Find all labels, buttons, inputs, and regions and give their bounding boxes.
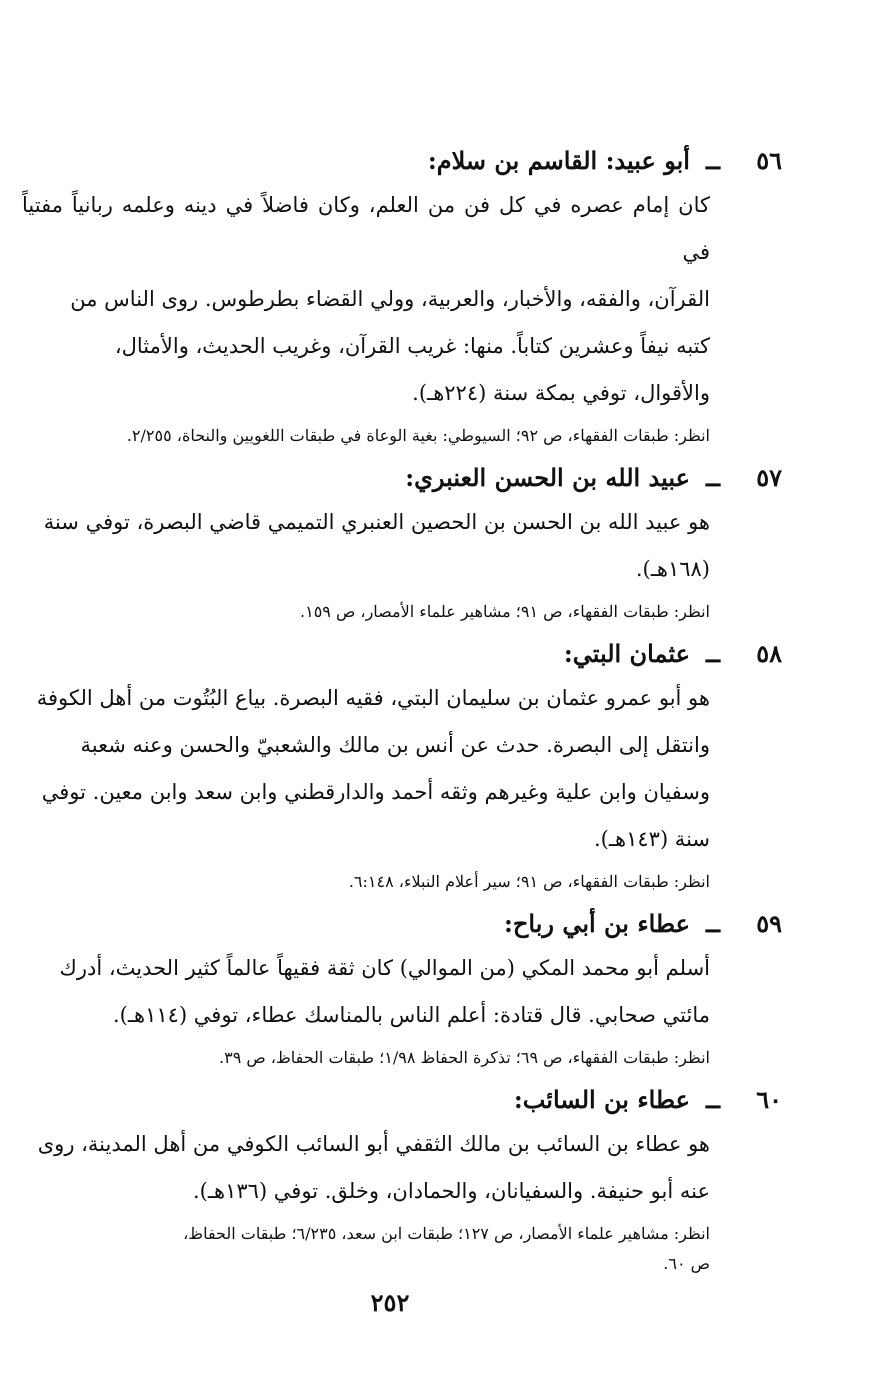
entry-body [22, 499, 710, 593]
entry-reference [22, 1043, 710, 1073]
entry-body-line: القرآن، والفقه، والأخبار، والعربية، وولي القضاء بطرطوس. روى الناس من [70, 287, 710, 311]
reference-line: ص ٦٠. [663, 1254, 710, 1273]
entry-body [22, 945, 710, 1039]
entry-heading [22, 457, 782, 499]
entry-dash: ــ [705, 909, 720, 938]
entry-body-line: سنة (١٤٣هـ). [593, 827, 710, 851]
biography-entry [22, 140, 782, 451]
entry-reference [22, 867, 710, 897]
entry-heading [22, 140, 782, 182]
entry-heading [22, 1079, 782, 1121]
entry-heading [22, 903, 782, 945]
entry-body-line: كان إمام عصره في كل فن من العلم، وكان فاضلاً في دينه وعلمه ربانياً مفتياً في [22, 193, 710, 264]
biography-entry [22, 633, 782, 897]
reference-line: انظر: طبقات الفقهاء، ص ٦٩؛ تذكرة الحفاظ ١/٩٨؛ طبقات الحفاظ، ص ٣٩. [219, 1048, 710, 1067]
entry-body-line: مائتي صحابي. قال قتادة: أعلم الناس بالمناسك عطاء، توفي (١١٤هـ). [112, 1003, 710, 1027]
entry-title: عطاء بن السائب: [513, 1085, 690, 1114]
entry-body-line: والأقوال، توفي بمكة سنة (٢٢٤هـ). [412, 381, 710, 405]
document-page [22, 140, 782, 1285]
entry-body-line: وانتقل إلى البصرة. حدث عن أنس بن مالك والشعبيّ والحسن وعنه شعبة [80, 733, 710, 757]
entry-body-line: هو عبيد الله بن الحسن بن الحصين العنبري التميمي قاضي البصرة، توفي سنة [43, 510, 710, 534]
reference-line: انظر: طبقات الفقهاء، ص ٩٢؛ السيوطي: بغية الوعاة في طبقات اللغويين والنحاة، ٢/٢٥٥. [126, 426, 710, 445]
page-number: ٢٥٢ [370, 1288, 410, 1317]
entry-body-line: عنه أبو حنيفة. والسفيانان، والحمادان، وخلق. توفي (١٣٦هـ). [192, 1179, 710, 1203]
biography-entry [22, 1079, 782, 1279]
reference-line: انظر: طبقات الفقهاء، ص ٩١؛ سير أعلام النبلاء، ٦:١٤٨. [348, 872, 710, 891]
entry-dash: ــ [705, 639, 720, 668]
entry-body-line: كتبه نيفاً وعشرين كتاباً. منها: غريب القرآن، وغريب الحديث، والأمثال، [114, 334, 710, 358]
entry-number: ٥٨ [756, 639, 782, 668]
entry-reference [22, 1219, 710, 1279]
entry-body [22, 182, 710, 417]
entry-heading [22, 633, 782, 675]
entry-title: عطاء بن أبي رباح: [504, 909, 690, 938]
entry-body [22, 1121, 710, 1215]
biography-entry [22, 903, 782, 1073]
entry-dash: ــ [705, 1085, 720, 1114]
reference-line: انظر: طبقات الفقهاء، ص ٩١؛ مشاهير علماء الأمصار، ص ١٥٩. [300, 602, 710, 621]
biography-entry [22, 457, 782, 627]
entry-body-line: هو عطاء بن السائب بن مالك الثقفي أبو السائب الكوفي من أهل المدينة، روى [37, 1132, 710, 1156]
entry-dash: ــ [705, 463, 720, 492]
entry-number: ٥٦ [756, 146, 782, 175]
reference-line: انظر: مشاهير علماء الأمصار، ص ١٢٧؛ طبقات ابن سعد، ٦/٢٣٥؛ طبقات الحفاظ، [183, 1224, 710, 1243]
entry-number: ٦٠ [756, 1085, 782, 1114]
entry-dash: ــ [705, 146, 720, 175]
entry-body [22, 675, 710, 863]
entry-body-line: هو أبو عمرو عثمان بن سليمان البتي، فقيه البصرة. بياع البُتُوت من أهل الكوفة [36, 686, 710, 710]
entry-body-line: أسلم أبو محمد المكي (من الموالي) كان ثقة فقيهاً عالماً كثير الحديث، أدرك [59, 956, 710, 980]
entry-title: عبيد الله بن الحسن العنبري: [405, 463, 690, 492]
entry-reference [22, 421, 710, 451]
entry-title: أبو عبيد: القاسم بن سلام: [427, 146, 690, 175]
entry-reference [22, 597, 710, 627]
entry-body-line: (١٦٨هـ). [635, 557, 710, 581]
entry-number: ٥٩ [756, 909, 782, 938]
entry-body-line: وسفيان وابن علية وغيرهم وثقه أحمد والدارقطني وابن سعد وابن معين. توفي [41, 780, 710, 804]
entry-number: ٥٧ [756, 463, 782, 492]
entry-title: عثمان البتي: [563, 639, 690, 668]
